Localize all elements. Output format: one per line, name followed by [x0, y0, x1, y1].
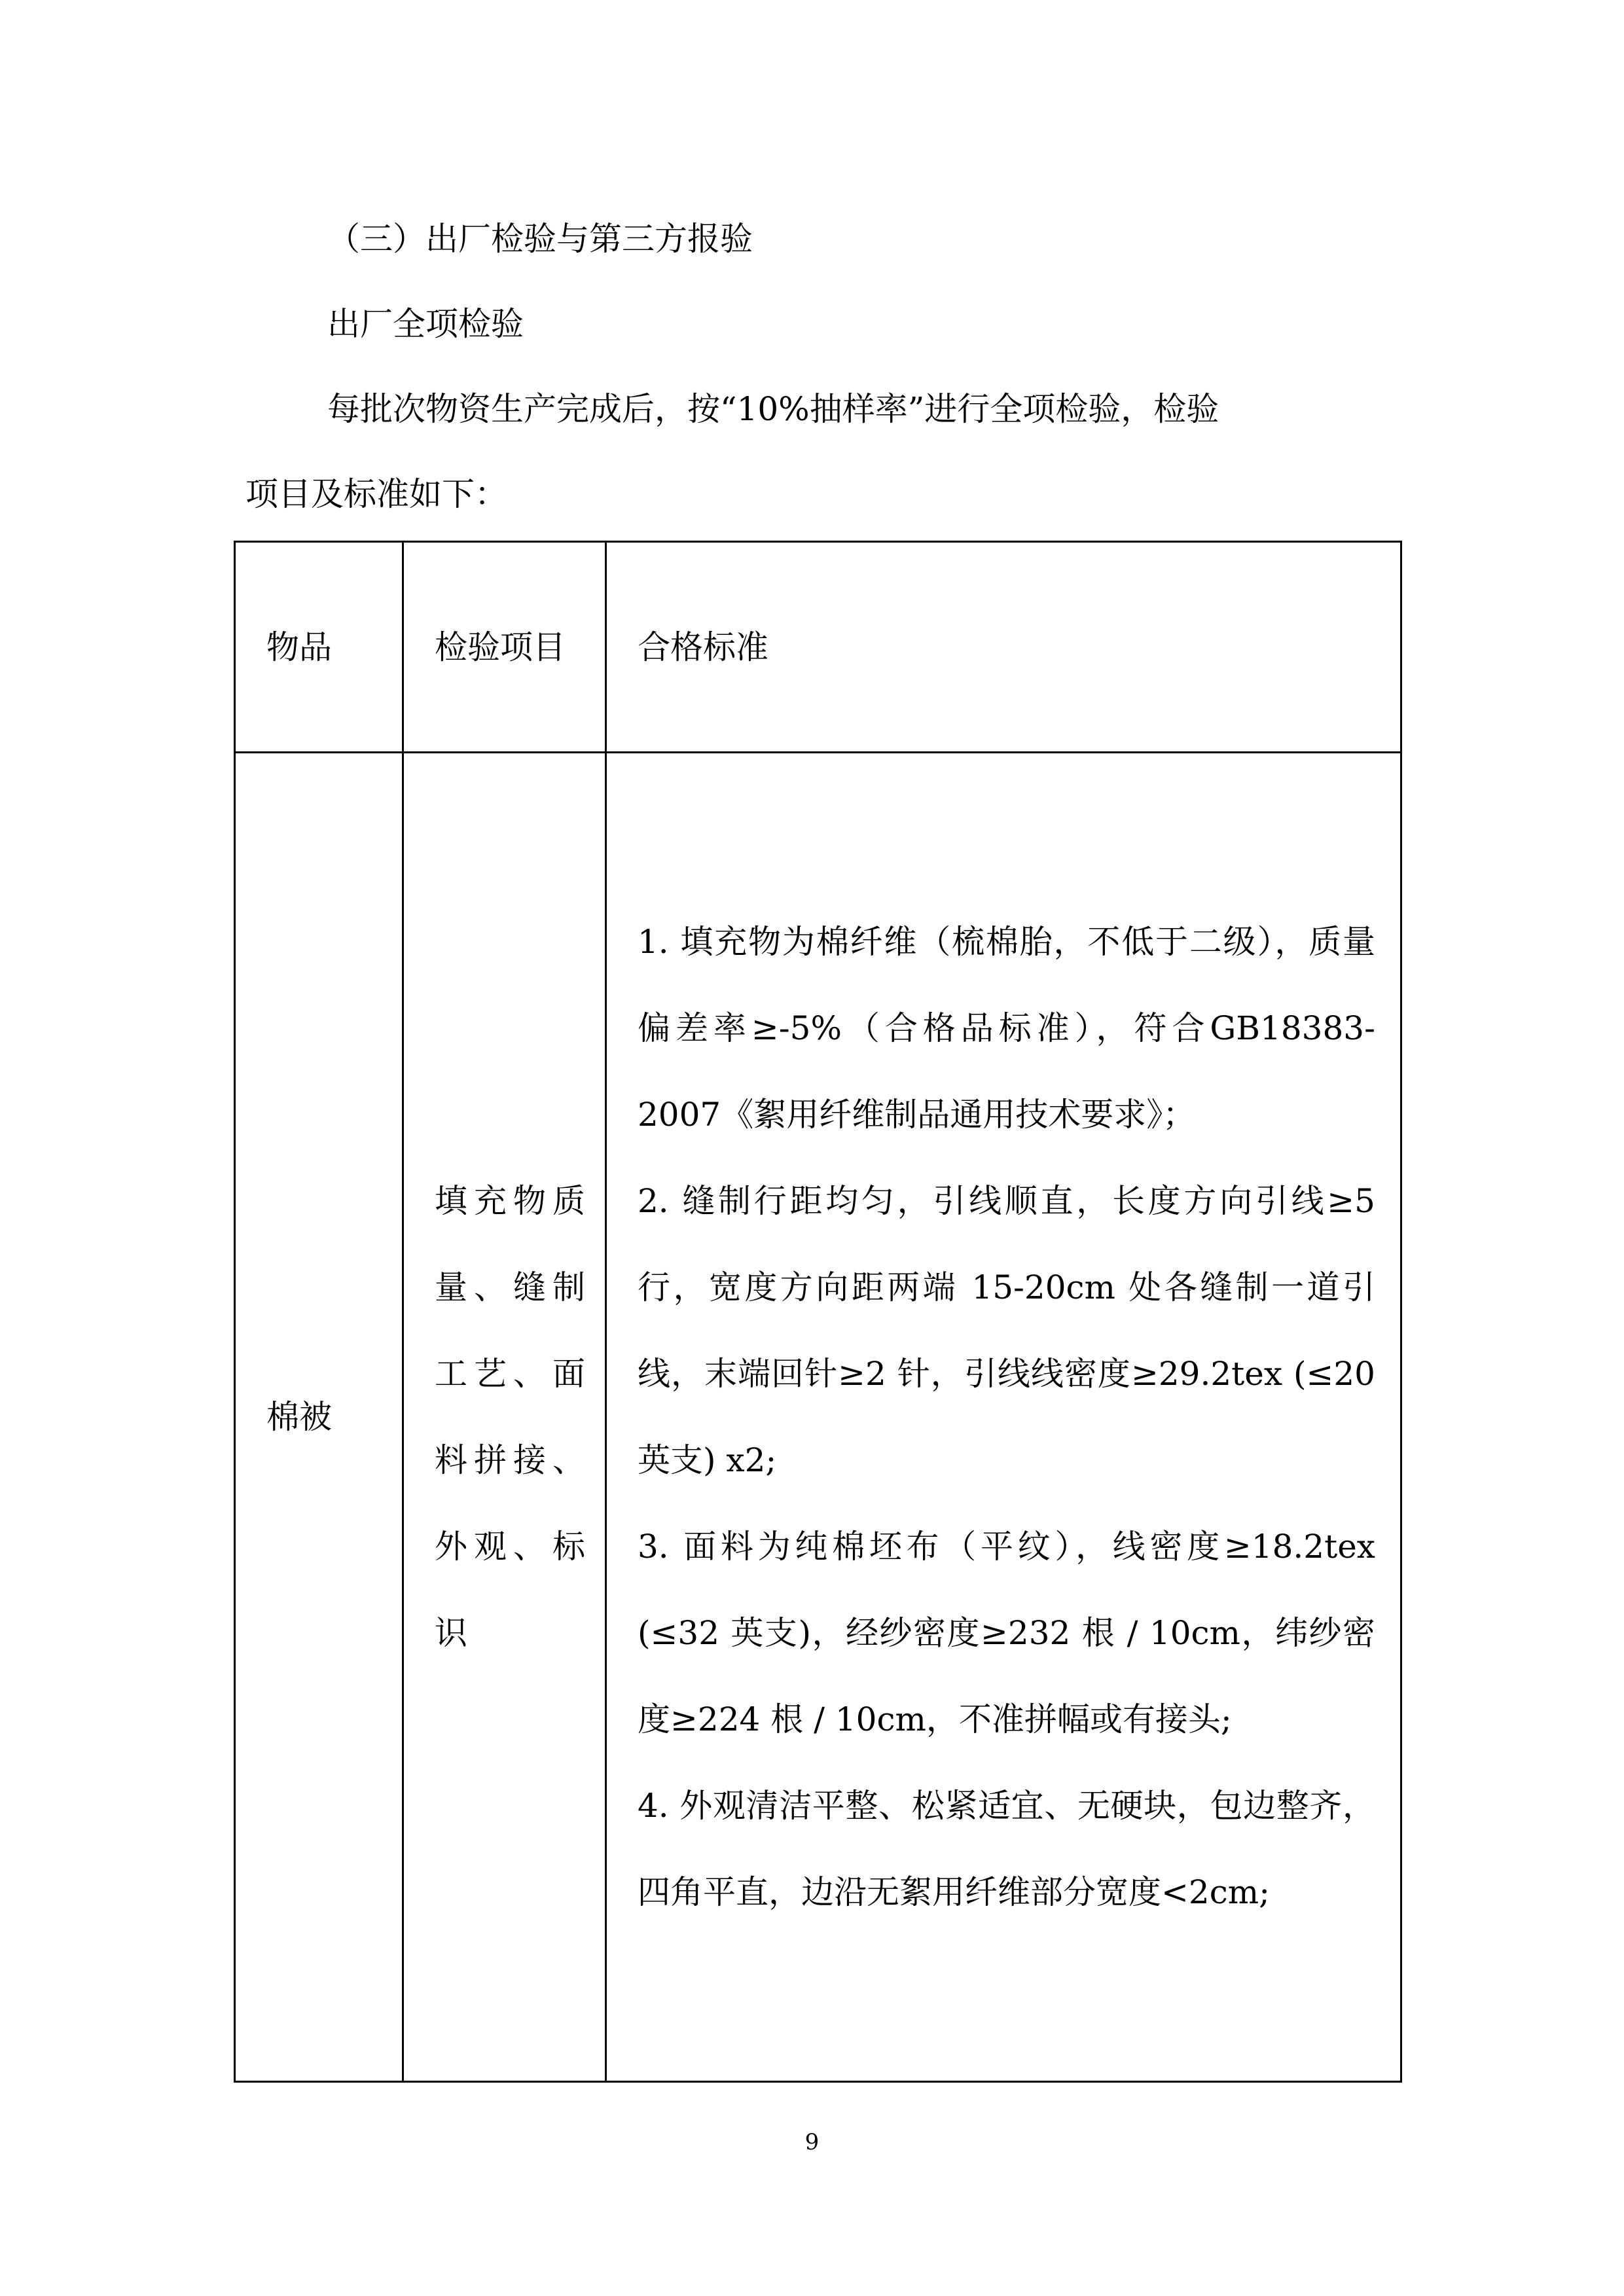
standard-item-4: 4. 外观清洁平整、松紧适宜、无硬块，包边整齐，四角平直，边沿无絮用纤维部分宽度<2cm;	[638, 1787, 1375, 1911]
inspection-standards-table	[234, 541, 1402, 2083]
standard-item-3: 3. 面料为纯棉坯布（平纹），线密度≥18.2tex (≤32 英支)，经纱密度≥232 根 / 10cm，纬纱密度≥224 根 / 10cm，不准拼幅或有接头;	[638, 1528, 1375, 1738]
page-number: 9	[804, 2129, 820, 2155]
row-item: 棉被	[235, 753, 403, 2082]
section-heading: （三）出厂检验与第三方报验	[327, 220, 753, 258]
row-check: 填充物质量、缝制工艺、面料拼接、外观、标识	[403, 753, 606, 2082]
subsection-heading: 出厂全项检验	[327, 305, 524, 343]
header-check: 检验项目	[403, 542, 606, 753]
intro-paragraph-line-2: 项目及标准如下：	[245, 475, 507, 513]
standard-item-2: 2. 缝制行距均匀，引线顺直，长度方向引线≥5 行，宽度方向距两端 15-20cm 处各缝制一道引线，末端回针≥2 针，引线线密度≥29.2tex (≤20 英支) x2;	[638, 1182, 1375, 1479]
header-standard: 合格标准	[606, 542, 1401, 753]
table-header-row	[235, 542, 1401, 753]
header-item: 物品	[235, 542, 403, 753]
standard-item-1: 1. 填充物为棉纤维（梳棉胎，不低于二级），质量偏差率≥-5%（合格品标准），符合GB18383-2007《絮用纤维制品通用技术要求》；	[638, 923, 1375, 1134]
row-standards	[606, 753, 1401, 2082]
table-row	[235, 753, 1401, 2082]
intro-paragraph-line-1: 每批次物资生产完成后，按“10%抽样率”进行全项检验，检验	[327, 390, 1219, 428]
